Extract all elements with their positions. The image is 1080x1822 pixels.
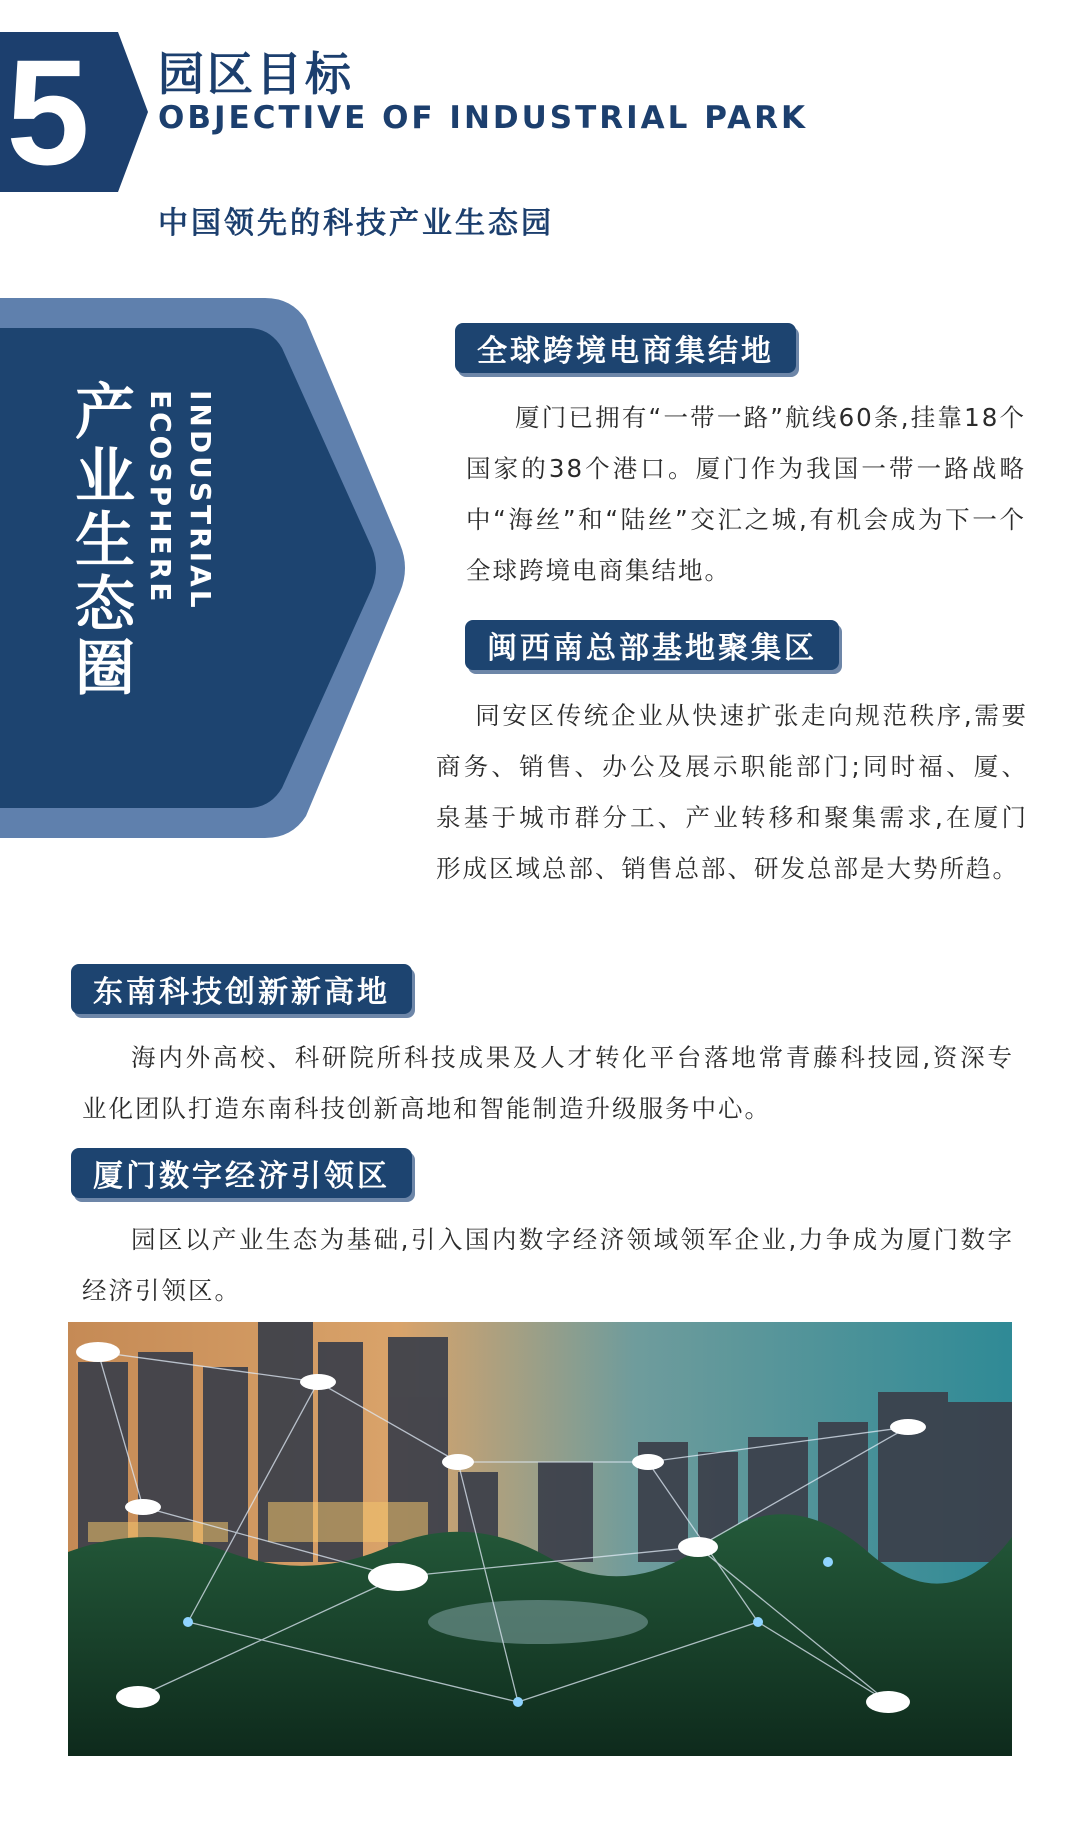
section-heading-tech-innovation: 东南科技创新新高地 bbox=[71, 964, 412, 1014]
ecosphere-title: 产业生态圈 bbox=[65, 380, 135, 700]
section-number-badge bbox=[0, 32, 150, 192]
page-subtitle: 中国领先的科技产业生态园 bbox=[158, 206, 554, 241]
section-body-cross-border-ecommerce: 厦门已拥有“一带一路”航线60条,挂靠18个国家的38个港口。厦门作为我国一带一路战略中“海丝”和“陆丝”交汇之城,有机会成为下一个全球跨境电商集结地。 bbox=[466, 403, 1026, 585]
section-heading-digital-economy: 厦门数字经济引领区 bbox=[71, 1148, 412, 1198]
page-title-english: OBJECTIVE OF INDUSTRIAL PARK bbox=[158, 100, 808, 136]
section-heading-headquarters-base: 闽西南总部基地聚集区 bbox=[465, 620, 839, 670]
section-body-digital-economy: 园区以产业生态为基础,引入国内数字经济领域领军企业,力争成为厦门数字经济引领区。 bbox=[82, 1225, 1014, 1305]
section-heading-cross-border-ecommerce: 全球跨境电商集结地 bbox=[455, 323, 796, 373]
ecosphere-title-english: INDUSTRIAL ECOSPHERE bbox=[144, 390, 217, 611]
page-title: 园区目标 bbox=[158, 47, 354, 101]
section-number: 5 bbox=[6, 32, 90, 192]
section-body-tech-innovation: 海内外高校、科研院所科技成果及人才转化平台落地常青藤科技园,资深专业化团队打造东南科技创新高地和智能制造升级服务中心。 bbox=[82, 1043, 1014, 1123]
section-body-headquarters-base: 同安区传统企业从快速扩张走向规范秩序,需要商务、销售、办公及展示职能部门;同时福、厦、泉基于城市群分工、产业转移和聚集需求,在厦门形成区域总部、销售总部、研发总部是大势所趋。 bbox=[436, 701, 1028, 883]
city-network-photo bbox=[68, 1322, 1012, 1756]
